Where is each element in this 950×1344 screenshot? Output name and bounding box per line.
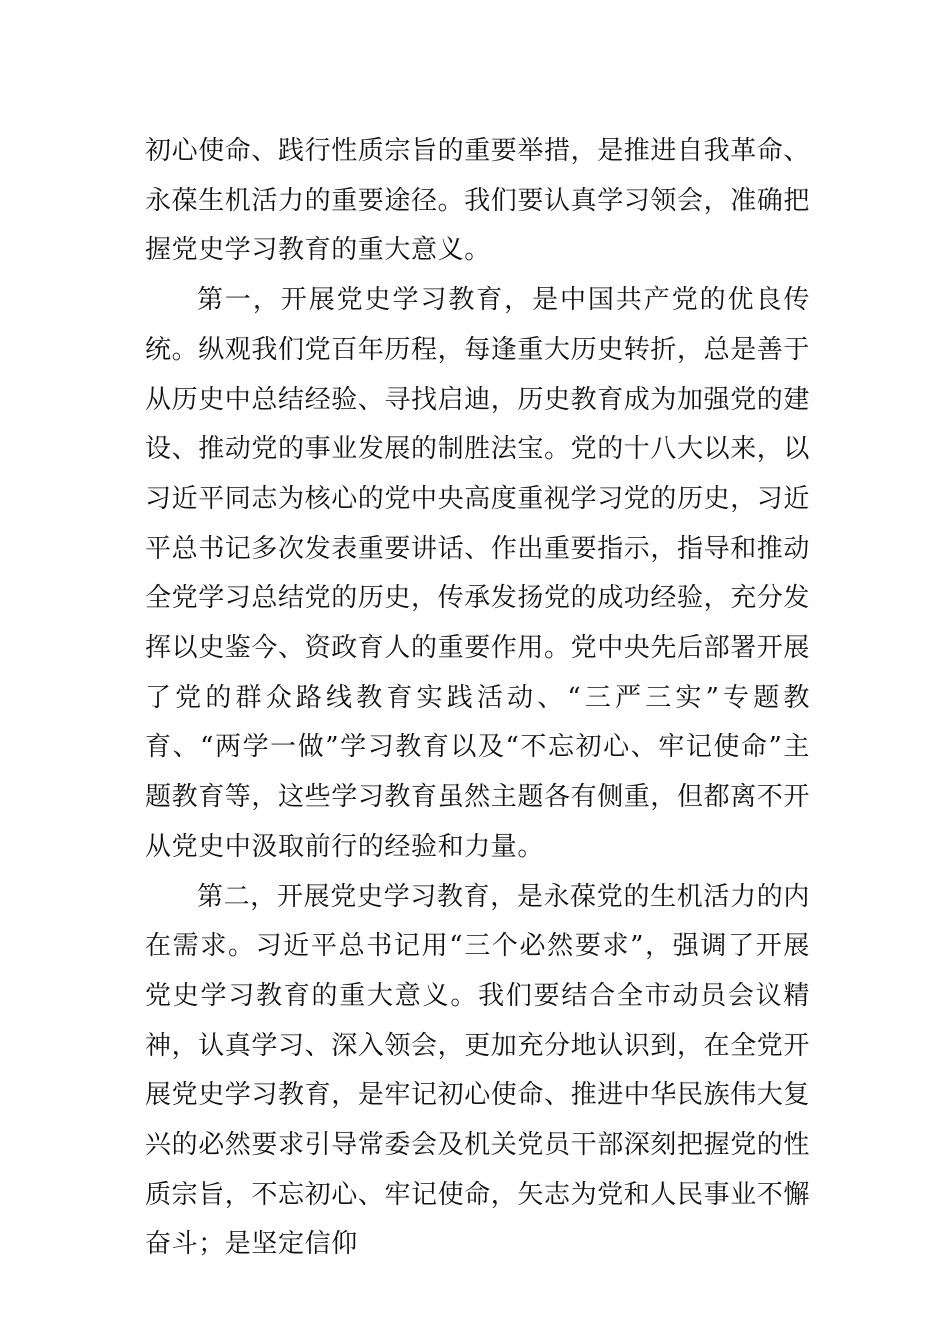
document-body [145, 127, 810, 1270]
paragraph-continued: 初心使命、践行性质宗旨的重要举措，是推进自我革命、永葆生机活力的重要途径。我们要认真学习领会，准确把握党史学习教育的重大意义。 [145, 136, 811, 266]
paragraph-first-point: 第一，开展党史学习教育，是中国共产党的优良传统。纵观我们党百年历程，每逢重大历史转折，总是善于从历史中总结经验、寻找启迪，历史教育成为加强党的建设、推动党的事业发展的制胜法宝。党的十八大以来，以习近平同志为核心的党中央高度重视学习党的历史，习近平总书记多次发表重要讲话、作出重要指示，指导和推动全党学习总结党的历史，传承发扬党的成功经验，充分发挥以史鉴今、资政育人的重要作用。党中央先后部署开展了党的群众路线教育实践活动、“三严三实”专题教育、“两学一做”学习教育以及“不忘初心、牢记使命”主题教育等，这些学习教育虽然主题各有侧重，但都离不开从党史中汲取前行的经验和力量。 [145, 285, 811, 862]
paragraph-second-point: 第二，开展党史学习教育，是永葆党的生机活力的内在需求。习近平总书记用“三个必然要求”，强调了开展党史学习教育的重大意义。我们要结合全市动员会议精神，认真学习、深入领会，更加充分地认识到，在全党开展党史学习教育，是牢记初心使命、推进中华民族伟大复兴的必然要求引导常委会及机关党员干部深刻把握党的性质宗旨，不忘初心、牢记使命，矢志为党和人民事业不懈奋斗；是坚定信仰 [145, 881, 811, 1260]
